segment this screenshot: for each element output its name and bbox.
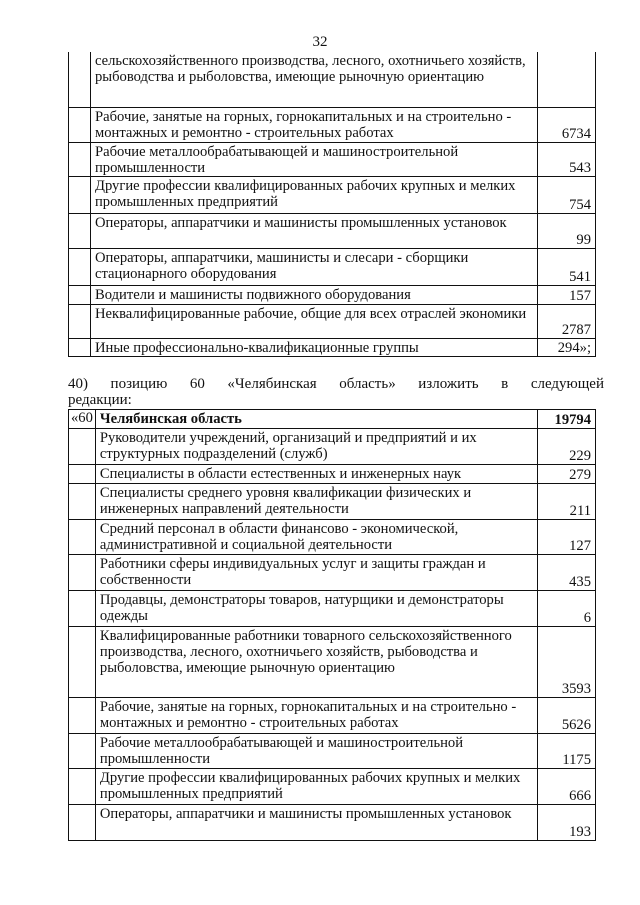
row-code bbox=[69, 698, 96, 734]
row-code bbox=[69, 591, 96, 627]
row-name: Рабочие, занятые на горных, горнокапитальных и на строительно - монтажных и ремонтно - строительных работах bbox=[91, 107, 538, 142]
row-value: 294»; bbox=[538, 338, 596, 356]
row-value: 666 bbox=[538, 769, 596, 805]
row-value: 543 bbox=[538, 142, 596, 176]
table-row bbox=[69, 769, 596, 805]
table-row bbox=[69, 429, 596, 465]
row-name: Руководители учреждений, организаций и предприятий и их структурных подразделений (служб) bbox=[95, 429, 537, 465]
table-row bbox=[69, 338, 596, 356]
row-name: сельскохозяйственного производства, лесного, охотничьего хозяйств, рыбоводства и рыболовства, имеющие рыночную ориентацию bbox=[91, 52, 538, 107]
row-name: Специалисты в области естественных и инженерных наук bbox=[95, 465, 537, 484]
row-code bbox=[69, 769, 96, 805]
row-value: 3593 bbox=[538, 627, 596, 698]
continued-table bbox=[68, 52, 596, 357]
row-value: 754 bbox=[538, 176, 596, 213]
region-code: «60 bbox=[69, 410, 96, 429]
page-number: 32 bbox=[312, 34, 328, 50]
table-row bbox=[69, 591, 596, 627]
row-name: Водители и машинисты подвижного оборудования bbox=[91, 285, 538, 304]
row-value: 541 bbox=[538, 248, 596, 285]
row-name: Работники сферы индивидуальных услуг и защиты граждан и собственности bbox=[95, 555, 537, 591]
row-code bbox=[69, 805, 96, 841]
row-code bbox=[69, 555, 96, 591]
table-row bbox=[69, 142, 596, 176]
table-row bbox=[69, 484, 596, 520]
table-header-row bbox=[69, 410, 596, 429]
table-row bbox=[69, 52, 596, 107]
row-code bbox=[69, 304, 91, 338]
row-value: 99 bbox=[538, 213, 596, 248]
table-row bbox=[69, 698, 596, 734]
table-row bbox=[69, 213, 596, 248]
row-value: 435 bbox=[538, 555, 596, 591]
row-value: 2787 bbox=[538, 304, 596, 338]
row-code bbox=[69, 734, 96, 769]
chelyabinsk-table bbox=[68, 409, 596, 841]
row-value: 211 bbox=[538, 484, 596, 520]
region-name: Челябинская область bbox=[95, 410, 537, 429]
row-code bbox=[69, 176, 91, 213]
row-name: Операторы, аппаратчики и машинисты промышленных установок bbox=[91, 213, 538, 248]
row-code bbox=[69, 338, 91, 356]
row-name: Продавцы, демонстраторы товаров, натурщики и демонстраторы одежды bbox=[95, 591, 537, 627]
row-code bbox=[69, 285, 91, 304]
row-value: 157 bbox=[538, 285, 596, 304]
table-row bbox=[69, 805, 596, 841]
table-row bbox=[69, 465, 596, 484]
row-code bbox=[69, 429, 96, 465]
row-code bbox=[69, 484, 96, 520]
row-code bbox=[69, 107, 91, 142]
table-row bbox=[69, 734, 596, 769]
amendment-text-line1: 40) позицию 60 «Челябинская область» изложить в следующей bbox=[68, 376, 604, 392]
row-value: 193 bbox=[538, 805, 596, 841]
row-code bbox=[69, 520, 96, 555]
row-name: Операторы, аппаратчики и машинисты промышленных установок bbox=[95, 805, 537, 841]
row-name: Средний персонал в области финансово - экономической, административной и социальной деятельности bbox=[95, 520, 537, 555]
table-row bbox=[69, 285, 596, 304]
row-name: Операторы, аппаратчики, машинисты и слесари - сборщики стационарного оборудования bbox=[91, 248, 538, 285]
row-code bbox=[69, 52, 91, 107]
row-code bbox=[69, 213, 91, 248]
row-name: Рабочие металлообрабатывающей и машиностроительной промышленности bbox=[95, 734, 537, 769]
table-row bbox=[69, 304, 596, 338]
row-value: 229 bbox=[538, 429, 596, 465]
row-value: 1175 bbox=[538, 734, 596, 769]
table-row bbox=[69, 107, 596, 142]
row-value: 6 bbox=[538, 591, 596, 627]
region-total: 19794 bbox=[538, 410, 596, 429]
row-name: Рабочие металлообрабатывающей и машиностроительной промышленности bbox=[91, 142, 538, 176]
table-row bbox=[69, 555, 596, 591]
row-name: Рабочие, занятые на горных, горнокапитальных и на строительно - монтажных и ремонтно - строительных работах bbox=[95, 698, 537, 734]
row-name: Специалисты среднего уровня квалификации физических и инженерных направлений деятельности bbox=[95, 484, 537, 520]
row-name: Другие профессии квалифицированных рабочих крупных и мелких промышленных предприятий bbox=[95, 769, 537, 805]
row-name: Иные профессионально-квалификационные группы bbox=[91, 338, 538, 356]
row-value: 279 bbox=[538, 465, 596, 484]
table-row bbox=[69, 520, 596, 555]
row-code bbox=[69, 142, 91, 176]
row-code bbox=[69, 465, 96, 484]
table-row bbox=[69, 627, 596, 698]
table-row bbox=[69, 176, 596, 213]
row-name: Другие профессии квалифицированных рабочих крупных и мелких промышленных предприятий bbox=[91, 176, 538, 213]
row-name: Квалифицированные работники товарного сельскохозяйственного производства, лесного, охотничьего хозяйств, рыбоводства и рыболовства, имеющие рыночную ориентацию bbox=[95, 627, 537, 698]
row-value bbox=[538, 52, 596, 107]
row-value: 6734 bbox=[538, 107, 596, 142]
row-value: 5626 bbox=[538, 698, 596, 734]
row-code bbox=[69, 627, 96, 698]
row-code bbox=[69, 248, 91, 285]
table-row bbox=[69, 248, 596, 285]
row-value: 127 bbox=[538, 520, 596, 555]
amendment-text-line2: редакции: bbox=[68, 392, 132, 408]
row-name: Неквалифицированные рабочие, общие для всех отраслей экономики bbox=[91, 304, 538, 338]
